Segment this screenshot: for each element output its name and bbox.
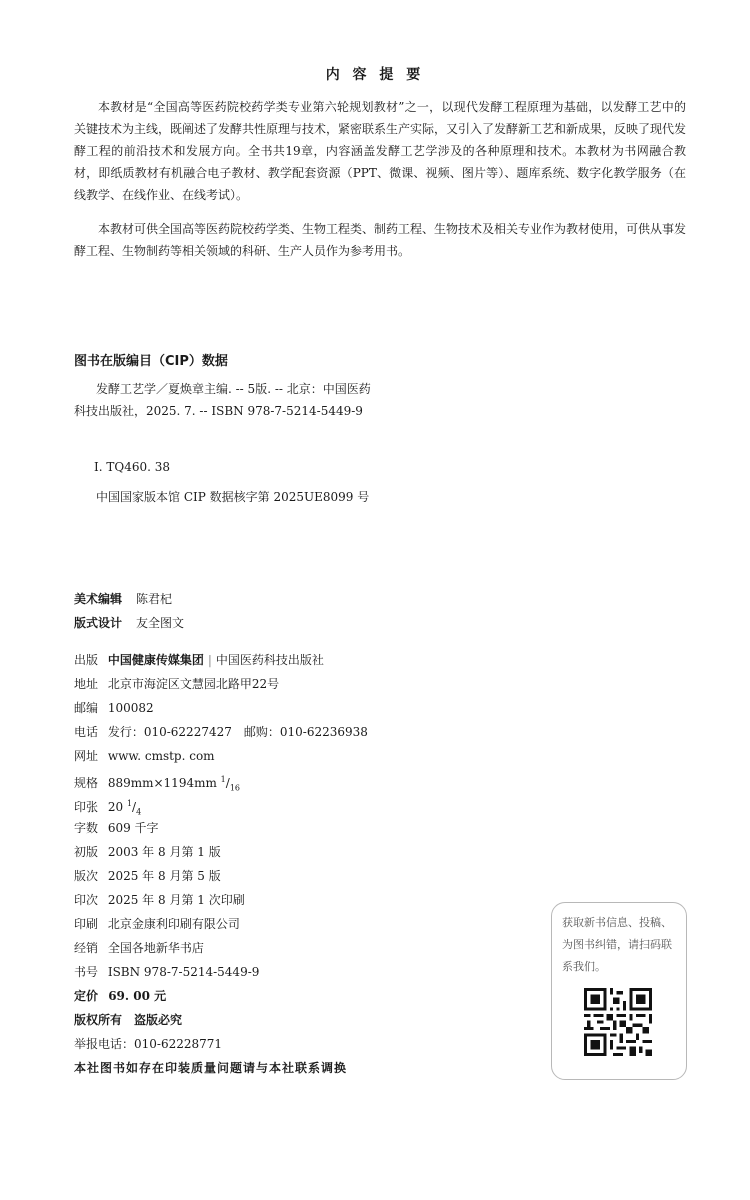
fraction-numerator: 1 <box>126 799 133 808</box>
detail-label: 字数 <box>74 821 99 835</box>
cip-body: 发酵工艺学／夏焕章主编. -- 5版. -- 北京：中国医药科技出版社，2025. 7. -- ISBN 978-7-5214-5449-9 <box>74 382 371 418</box>
detail-value: www. cmstp. com <box>107 749 215 763</box>
detail-value: ISBN 978-7-5214-5449-9 <box>107 965 260 979</box>
detail-sheets: 印张 20 $^1/_4$ <box>74 793 141 823</box>
detail-label: 印次 <box>74 893 99 907</box>
detail-first-edition <box>74 841 221 863</box>
detail-value: 889mm×1194mm <box>107 776 217 790</box>
publisher-group: 中国健康传媒集团 <box>107 653 204 667</box>
detail-value: 北京金康利印刷有限公司 <box>107 917 240 931</box>
detail-website <box>74 745 215 767</box>
detail-label: 书号 <box>74 965 99 979</box>
publisher-separator: | <box>207 653 212 667</box>
publisher-label: 出版 <box>74 653 99 667</box>
credit-label: 版式设计 <box>74 616 123 630</box>
detail-phone <box>74 721 368 743</box>
detail-value: 100082 <box>107 701 154 715</box>
detail-value: 发行：010-62227427 邮购：010-62236938 <box>107 725 368 739</box>
fraction-numerator: 1 <box>220 775 226 784</box>
detail-value: 609 千字 <box>107 821 159 835</box>
qr-code-icon[interactable] <box>584 988 652 1056</box>
detail-value: 20 <box>107 800 124 814</box>
price-value: 69. 00 元 <box>108 989 167 1003</box>
cip-title: 图书在版编目（CIP）数据 <box>74 354 228 369</box>
detail-label: 初版 <box>74 845 99 859</box>
credit-label: 美术编辑 <box>74 592 123 606</box>
detail-printing-number <box>74 889 245 911</box>
detail-address <box>74 673 279 695</box>
detail-label: 印张 <box>74 800 99 814</box>
detail-label: 邮编 <box>74 701 99 715</box>
report-phone: 举报电话：010-62228771 <box>74 1037 223 1051</box>
publisher-name: 中国医药科技出版社 <box>215 653 324 667</box>
credit-value: 陈君杞 <box>136 592 173 606</box>
quality-notice: 本社图书如存在印装质量问题请与本社联系调换 <box>74 1061 348 1075</box>
qr-caption: 获取新书信息、投稿、为图书纠错，请扫码联系我们。 <box>562 916 672 973</box>
detail-label: 规格 <box>74 776 99 790</box>
detail-value: 2025 年 8 月第 1 次印刷 <box>107 893 245 907</box>
credit-layout-design <box>74 612 184 634</box>
fraction-denominator: 16 <box>229 783 240 793</box>
detail-printer <box>74 913 240 935</box>
detail-label: 印刷 <box>74 917 99 931</box>
credit-value: 友全图文 <box>136 616 185 630</box>
detail-value: 北京市海淀区文慧园北路甲22号 <box>107 677 280 691</box>
detail-format: 规格 889mm×1194mm $^1/_{16}$ <box>74 769 240 799</box>
cip-classification: Ⅰ. TQ460. 38 <box>94 460 171 474</box>
detail-word-count <box>74 817 159 839</box>
detail-postcode <box>74 697 154 719</box>
price-label: 定价 <box>74 989 99 1003</box>
detail-value: 全国各地新华书店 <box>107 941 204 955</box>
detail-value: 2003 年 8 月第 1 版 <box>107 845 221 859</box>
detail-label: 经销 <box>74 941 99 955</box>
detail-isbn <box>74 961 259 983</box>
fraction-denominator: 4 <box>136 807 142 817</box>
detail-price <box>74 985 166 1007</box>
summary-paragraph-2: 本教材可供全国高等医药院校药学类、生物工程类、制药工程、生物技术及相关专业作为教材使用，可供从事发酵工程、生物制药等相关领域的科研、生产人员作为参考用书。 <box>74 222 687 258</box>
detail-label: 版次 <box>74 869 99 883</box>
detail-label: 电话 <box>74 725 99 739</box>
credit-art-editor <box>74 588 172 610</box>
copyright-notice: 版权所有 盗版必究 <box>74 1013 183 1027</box>
detail-label: 网址 <box>74 749 99 763</box>
summary-paragraph-1: 本教材是“全国高等医药院校药学类专业第六轮规划教材”之一，以现代发酵工程原理为基础，以发酵工艺中的关键技术为主线，既阐述了发酵共性原理与技术，紧密联系生产实际，又引入了发酵新工艺和新成果，反映了现代发酵工程的前沿技术和发展方向。全书共19章，内容涵盖发酵工艺学涉及的各种原理和技术。本教材为书网融合教材，即纸质教材有机融合电子教材、教学配套资源（PPT、微课、视频、图片等）、题库系统、数字化教学服务（在线教学、在线作业、在线考试）。 <box>74 100 687 202</box>
detail-value: 2025 年 8 月第 5 版 <box>107 869 221 883</box>
detail-distributor <box>74 937 204 959</box>
cip-record: 中国国家版本馆 CIP 数据核字第 2025UE8099 号 <box>96 490 370 504</box>
page-title: 内 容 提 要 <box>325 67 425 83</box>
publisher-row <box>74 649 324 671</box>
detail-edition <box>74 865 221 887</box>
detail-label: 地址 <box>74 677 99 691</box>
